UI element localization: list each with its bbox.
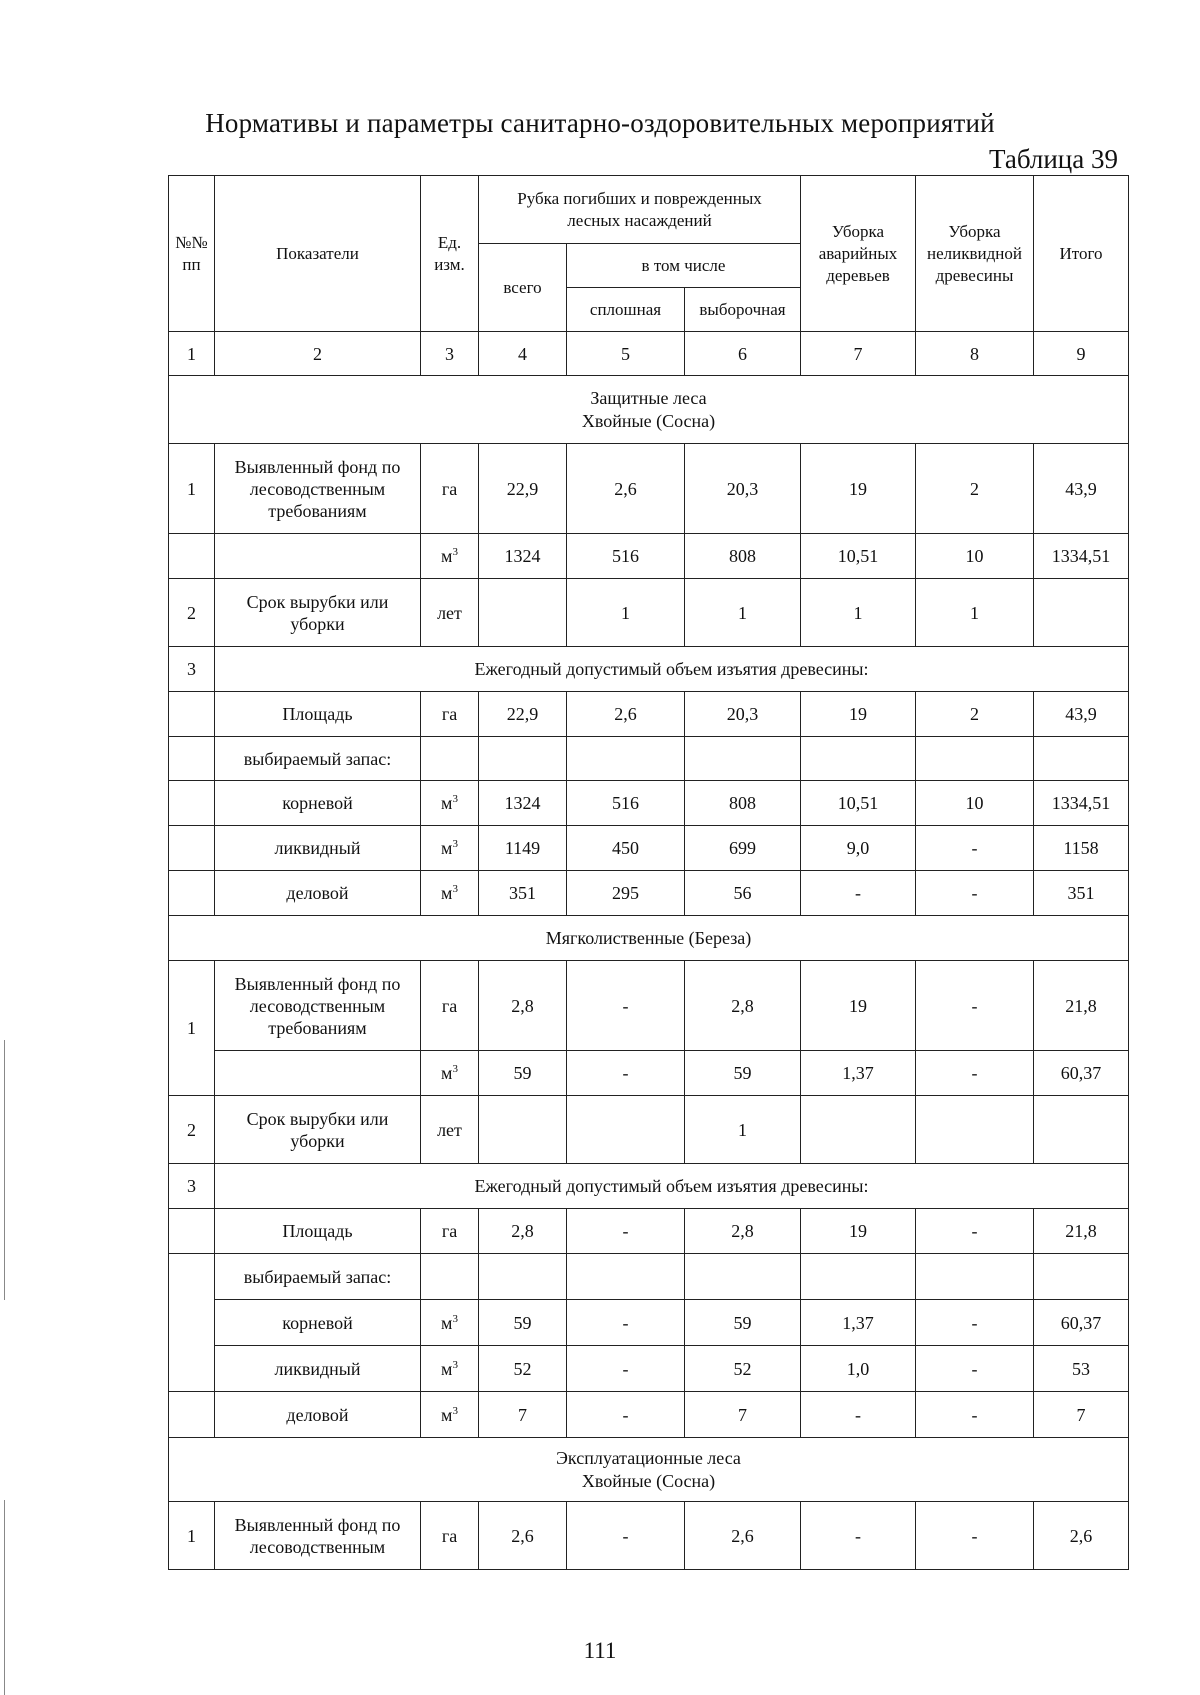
col-indicator-header: Показатели (215, 176, 421, 332)
index-cell: 7 (801, 332, 916, 376)
value-cell: 19 (801, 692, 916, 737)
annual-heading: Ежегодный допустимый объем изъятия древесины: (215, 647, 1129, 692)
page-number: 111 (583, 1638, 617, 1663)
section-operational: Эксплуатационные леса (556, 1447, 741, 1468)
col-felling-header: Рубка погибших и поврежденных лесных насаждений (479, 176, 801, 244)
unit-exponent: 3 (452, 838, 458, 850)
col-emergency-header: Уборка аварийных деревьев (801, 176, 916, 332)
page-title: Нормативы и параметры санитарно-оздоровительных мероприятий (205, 108, 995, 138)
empty-cell (169, 1209, 215, 1254)
unit-cell: га (421, 692, 479, 737)
index-cell: 1 (169, 332, 215, 376)
table-row (169, 647, 1129, 692)
unit-cell: га (421, 1502, 479, 1570)
empty-cell (916, 737, 1034, 781)
table-row (169, 1502, 1129, 1570)
table-row (169, 961, 1129, 1051)
unit-exponent: 3 (452, 793, 458, 805)
unit-exponent: 3 (452, 1312, 458, 1325)
value-cell: 2,6 (479, 1502, 567, 1570)
unit-cell (421, 1346, 479, 1392)
value-cell: 19 (801, 961, 916, 1051)
unit-cell: га (421, 444, 479, 534)
value-cell: 516 (567, 534, 685, 579)
value-cell: 43,9 (1034, 692, 1129, 737)
value-cell: 1 (801, 579, 916, 647)
section-softwood: Мягколиственные (Береза) (169, 916, 1129, 961)
value-cell: - (916, 1051, 1034, 1096)
row-label: ликвидный (215, 826, 421, 871)
row-num: 2 (169, 1096, 215, 1164)
table-row (169, 579, 1129, 647)
value-cell: 516 (567, 781, 685, 826)
value-cell: 53 (1034, 1346, 1129, 1392)
unit-exponent: 3 (452, 1358, 458, 1371)
column-index-row (169, 332, 1129, 376)
row-num: 1 (169, 961, 215, 1096)
col-unit-header: Ед. изм. (421, 176, 479, 332)
value-cell: 52 (685, 1346, 801, 1392)
value-cell: - (916, 1209, 1034, 1254)
value-cell: - (567, 1502, 685, 1570)
value-cell: - (567, 1346, 685, 1392)
value-cell: - (567, 1392, 685, 1438)
value-cell: 59 (685, 1051, 801, 1096)
empty-cell (801, 1254, 916, 1300)
value-cell: 1 (685, 1096, 801, 1164)
value-cell: 1,37 (801, 1051, 916, 1096)
index-cell: 5 (567, 332, 685, 376)
unit-text: м (441, 793, 453, 813)
unit-text: м (441, 1404, 453, 1425)
table-row (169, 1254, 1129, 1300)
row-label: Выявленный фонд по лесоводственным (215, 1502, 421, 1570)
empty-cell (169, 534, 215, 579)
value-cell: 22,9 (479, 692, 567, 737)
row-label: выбираемый запас: (215, 737, 421, 781)
value-cell: 1158 (1034, 826, 1129, 871)
value-cell: - (567, 961, 685, 1051)
row-label: корневой (215, 781, 421, 826)
row-label: деловой (215, 871, 421, 916)
row-label: корневой (215, 1300, 421, 1346)
value-cell (801, 1096, 916, 1164)
empty-cell (801, 737, 916, 781)
value-cell: 10 (916, 534, 1034, 579)
index-cell: 3 (421, 332, 479, 376)
empty-cell (685, 737, 801, 781)
value-cell: 808 (685, 781, 801, 826)
value-cell: - (916, 826, 1034, 871)
col-sum-header: Итого (1034, 176, 1129, 332)
table-row (169, 1051, 1129, 1096)
value-cell: 2,6 (1034, 1502, 1129, 1570)
row-label: Площадь (215, 1209, 421, 1254)
empty-cell (169, 871, 215, 916)
table-row (169, 534, 1129, 579)
scan-edge-line (4, 1040, 5, 1300)
value-cell: - (567, 1209, 685, 1254)
value-cell: 7 (1034, 1392, 1129, 1438)
value-cell: 351 (1034, 871, 1129, 916)
row-label: ликвидный (215, 1346, 421, 1392)
value-cell: 43,9 (1034, 444, 1129, 534)
col-including-header: в том числе (567, 244, 801, 288)
value-cell: 59 (685, 1300, 801, 1346)
value-cell (479, 1096, 567, 1164)
table-label: Таблица 39 (989, 144, 1118, 174)
empty-cell (479, 1254, 567, 1300)
empty-cell (685, 1254, 801, 1300)
unit-cell: лет (421, 579, 479, 647)
value-cell: 59 (479, 1300, 567, 1346)
empty-cell (169, 826, 215, 871)
col-selective-header: выборочная (685, 288, 801, 332)
unit-exponent: 3 (452, 546, 458, 558)
norms-table (168, 175, 1129, 1570)
empty-cell (567, 1254, 685, 1300)
unit-text: м (441, 1312, 453, 1333)
row-num: 2 (169, 579, 215, 647)
value-cell: 2 (916, 444, 1034, 534)
col-clear-header: сплошная (567, 288, 685, 332)
unit-cell (421, 781, 479, 826)
value-cell: 52 (479, 1346, 567, 1392)
index-cell: 4 (479, 332, 567, 376)
value-cell: - (567, 1300, 685, 1346)
value-cell: 2,8 (479, 1209, 567, 1254)
unit-cell (421, 1392, 479, 1438)
table-row (169, 1300, 1129, 1346)
value-cell: 10 (916, 781, 1034, 826)
value-cell (1034, 579, 1129, 647)
value-cell: 7 (685, 1392, 801, 1438)
value-cell: - (916, 1300, 1034, 1346)
empty-cell (169, 737, 215, 781)
row-label: Выявленный фонд по лесоводственным требованиям (215, 961, 421, 1051)
value-cell: - (916, 1392, 1034, 1438)
value-cell: - (916, 871, 1034, 916)
value-cell: 22,9 (479, 444, 567, 534)
value-cell: 1 (567, 579, 685, 647)
row-num: 1 (169, 444, 215, 534)
value-cell: 351 (479, 871, 567, 916)
value-cell: 2,6 (567, 444, 685, 534)
empty-cell (169, 692, 215, 737)
row-label: Срок вырубки или уборки (215, 1096, 421, 1164)
empty-cell (1034, 737, 1129, 781)
value-cell: 1334,51 (1034, 534, 1129, 579)
row-label: Выявленный фонд по лесоводственным требованиям (215, 444, 421, 534)
index-cell: 9 (1034, 332, 1129, 376)
row-num: 3 (169, 647, 215, 692)
table-row (169, 1346, 1129, 1392)
value-cell: 1324 (479, 781, 567, 826)
value-cell: 1324 (479, 534, 567, 579)
value-cell: 60,37 (1034, 1300, 1129, 1346)
section-heading (169, 1438, 1129, 1502)
value-cell: 1,0 (801, 1346, 916, 1392)
row-num: 3 (169, 1164, 215, 1209)
norms-table-wrapper (168, 175, 1128, 1570)
section-coniferous-2: Хвойные (Сосна) (581, 1470, 716, 1491)
table-row (169, 1392, 1129, 1438)
empty-cell (479, 737, 567, 781)
value-cell: 450 (567, 826, 685, 871)
unit-cell (421, 826, 479, 871)
row-label: выбираемый запас: (215, 1254, 421, 1300)
value-cell: 2,8 (685, 961, 801, 1051)
empty-cell (1034, 1254, 1129, 1300)
table-row (169, 781, 1129, 826)
table-row (169, 1209, 1129, 1254)
value-cell: 19 (801, 1209, 916, 1254)
empty-cell (916, 1254, 1034, 1300)
unit-cell: га (421, 961, 479, 1051)
row-label: Срок вырубки или уборки (215, 579, 421, 647)
empty-cell (421, 1254, 479, 1300)
empty-cell (567, 737, 685, 781)
value-cell: 2,6 (567, 692, 685, 737)
unit-cell: лет (421, 1096, 479, 1164)
row-label: Площадь (215, 692, 421, 737)
empty-cell (169, 1392, 215, 1438)
unit-exponent: 3 (452, 883, 458, 895)
value-cell: - (567, 1051, 685, 1096)
empty-cell (169, 1254, 215, 1392)
unit-cell (421, 1300, 479, 1346)
index-cell: 6 (685, 332, 801, 376)
unit-text: м (441, 546, 453, 566)
empty-cell (215, 534, 421, 579)
value-cell: - (916, 1346, 1034, 1392)
value-cell (916, 1096, 1034, 1164)
value-cell: - (916, 961, 1034, 1051)
value-cell: 1 (916, 579, 1034, 647)
table-row (169, 444, 1129, 534)
empty-cell (215, 1051, 421, 1096)
value-cell: 1149 (479, 826, 567, 871)
value-cell: 21,8 (1034, 961, 1129, 1051)
table-row (169, 692, 1129, 737)
value-cell: 2 (916, 692, 1034, 737)
value-cell: - (916, 1502, 1034, 1570)
unit-exponent: 3 (452, 1063, 458, 1075)
value-cell: 9,0 (801, 826, 916, 871)
value-cell: 59 (479, 1051, 567, 1096)
unit-text: м (441, 883, 453, 903)
scan-edge-line (4, 1500, 5, 1695)
value-cell: 7 (479, 1392, 567, 1438)
table-row (169, 826, 1129, 871)
value-cell: 60,37 (1034, 1051, 1129, 1096)
empty-cell (169, 781, 215, 826)
value-cell: 699 (685, 826, 801, 871)
empty-cell (421, 737, 479, 781)
section-coniferous: Хвойные (Сосна) (581, 410, 716, 431)
value-cell (479, 579, 567, 647)
col-total-header: всего (479, 244, 567, 332)
col-illiquid-header: Уборка неликвидной древесины (916, 176, 1034, 332)
value-cell: 20,3 (685, 444, 801, 534)
unit-text: м (441, 838, 453, 858)
unit-cell (421, 871, 479, 916)
value-cell: 1 (685, 579, 801, 647)
unit-cell (421, 534, 479, 579)
index-cell: 2 (215, 332, 421, 376)
unit-cell (421, 1051, 479, 1096)
table-row (169, 871, 1129, 916)
value-cell: 2,8 (685, 1209, 801, 1254)
value-cell: 1,37 (801, 1300, 916, 1346)
annual-heading: Ежегодный допустимый объем изъятия древесины: (215, 1164, 1129, 1209)
value-cell: 10,51 (801, 781, 916, 826)
value-cell: 56 (685, 871, 801, 916)
value-cell: 21,8 (1034, 1209, 1129, 1254)
index-cell: 8 (916, 332, 1034, 376)
unit-exponent: 3 (452, 1404, 458, 1417)
value-cell: 20,3 (685, 692, 801, 737)
unit-text: м (441, 1358, 453, 1379)
value-cell: 10,51 (801, 534, 916, 579)
col-num-header: №№ пп (169, 176, 215, 332)
value-cell: - (801, 1502, 916, 1570)
row-num: 1 (169, 1502, 215, 1570)
value-cell: 2,6 (685, 1502, 801, 1570)
value-cell: - (801, 871, 916, 916)
section-protective: Защитные леса (590, 387, 707, 408)
value-cell (567, 1096, 685, 1164)
table-row (169, 737, 1129, 781)
section-heading (169, 376, 1129, 444)
row-label: деловой (215, 1392, 421, 1438)
table-row (169, 1096, 1129, 1164)
table-row (169, 1164, 1129, 1209)
unit-text: м (441, 1063, 453, 1083)
value-cell: 295 (567, 871, 685, 916)
value-cell: 19 (801, 444, 916, 534)
value-cell: - (801, 1392, 916, 1438)
value-cell: 1334,51 (1034, 781, 1129, 826)
value-cell (1034, 1096, 1129, 1164)
unit-cell: га (421, 1209, 479, 1254)
value-cell: 808 (685, 534, 801, 579)
value-cell: 2,8 (479, 961, 567, 1051)
